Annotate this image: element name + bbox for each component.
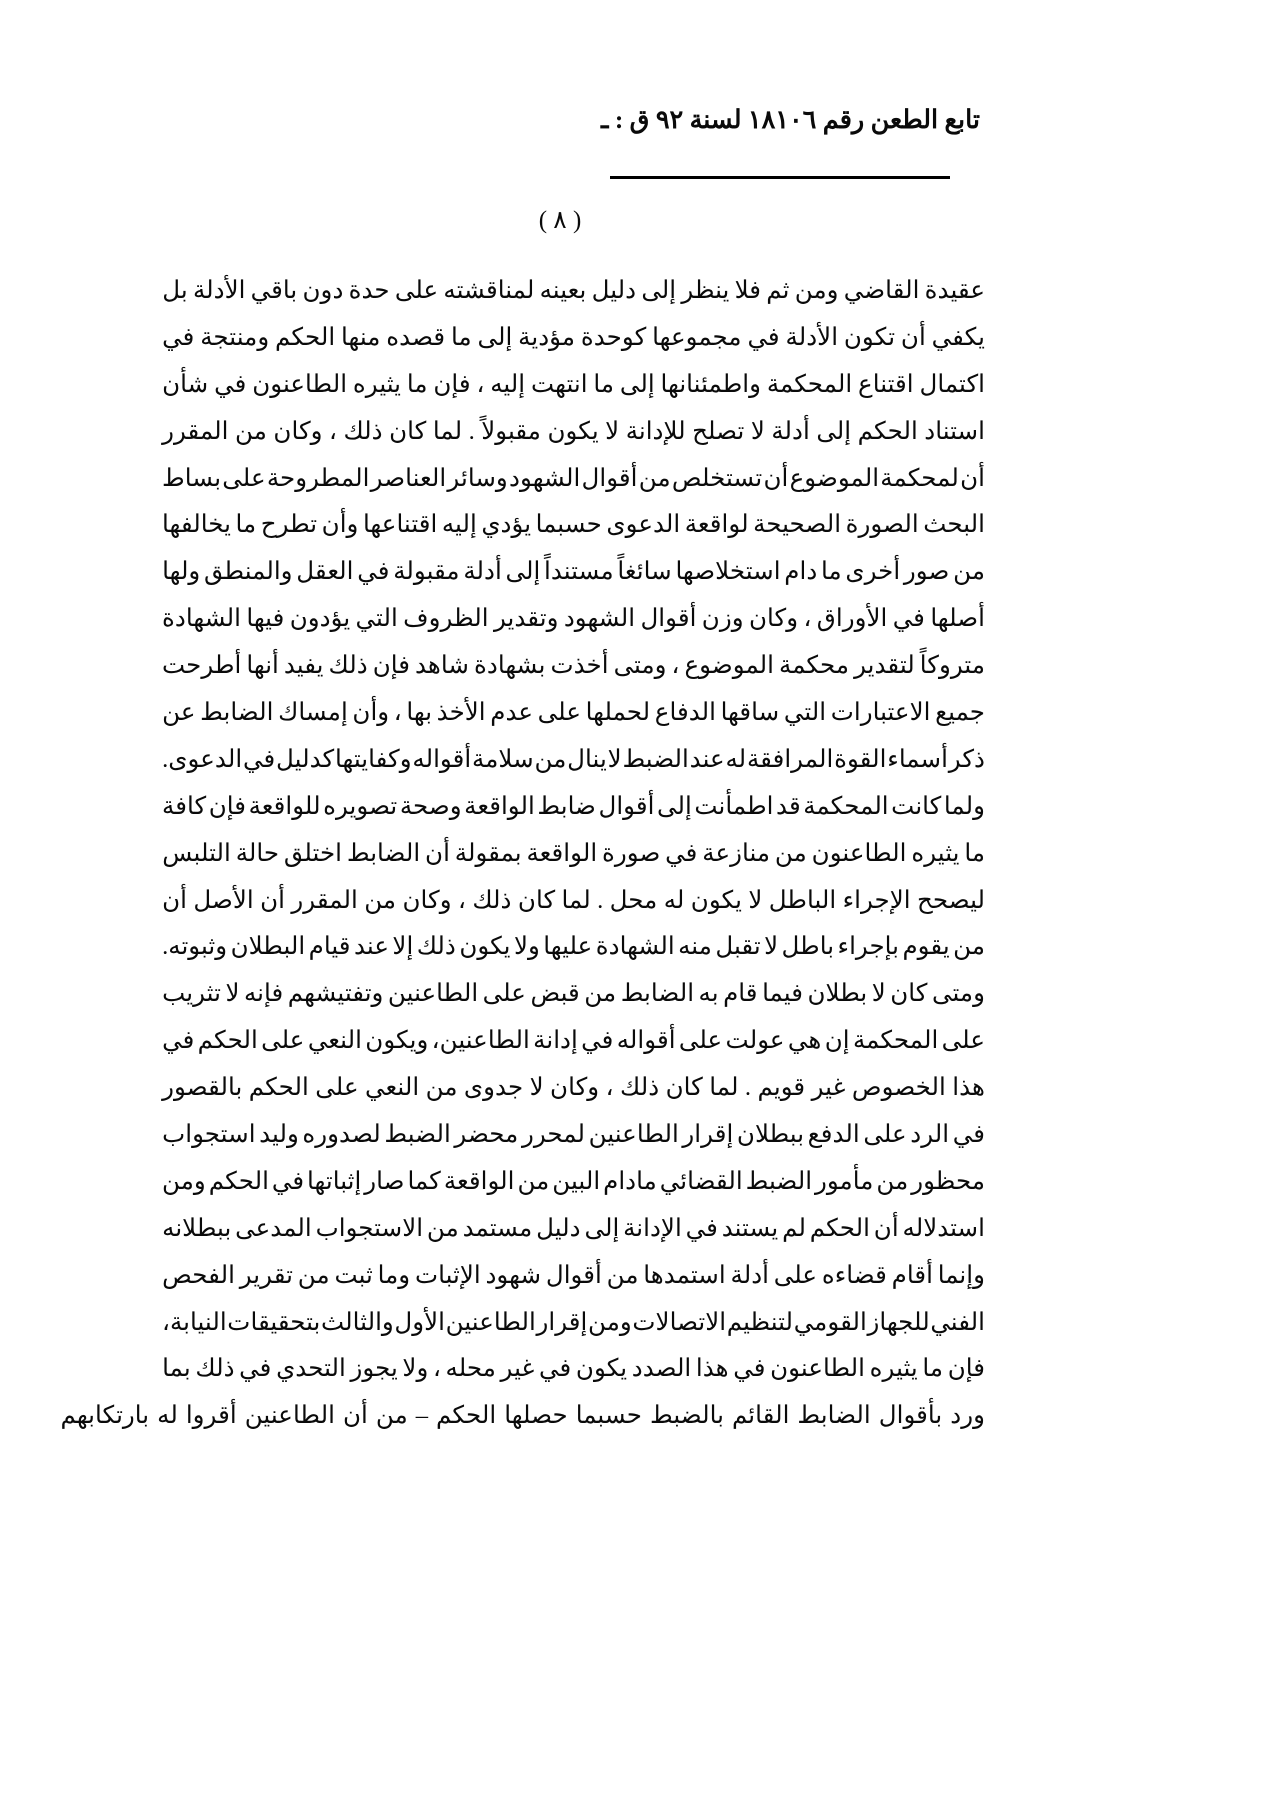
body-line: في الرد على الدفع ببطلان إقرار الطاعنين لمحرر محضر الضبط لصدوره وليد استجواب [162,1121,985,1149]
body-line: ومتى كان لا بطلان فيما قام به الضابط من قبض على الطاعنين وتفتيشهم فإنه لا تثريب [162,980,985,1008]
body-line: ولما كانت المحكمة قد اطمأنت إلى أقوال ضابط الواقعة وصحة تصويره للواقعة فإن كافة [162,792,985,820]
body-line: أن لمحكمة الموضوع أن تستخلص من أقوال الشهود وسائر العناصر المطروحة على بساط [162,464,985,492]
page-number: ( ٨ ) [538,207,582,234]
body-line: فإن ما يثيره الطاعنون في هذا الصدد يكون في غير محله ، ولا يجوز التحدي في ذلك بما [162,1355,985,1383]
body-line: عقيدة القاضي ومن ثم فلا ينظر إلى دليل بعينه لمناقشته على حدة دون باقي الأدلة بل [162,277,985,304]
body-line: ليصحح الإجراء الباطل لا يكون له محل . لما كان ذلك ، وكان من المقرر أن الأصل أن [162,886,985,914]
body-line: متروكاً لتقدير محكمة الموضوع ، ومتى أخذت بشهادة شاهد فإن ذلك يفيد أنها أطرحت [162,652,985,680]
body-line: ورد بأقوال الضابط القائم بالضبط حسبما حصلها الحكم – من أن الطاعنين أقروا له بارتكابهم [60,1402,985,1430]
body-line: وإنما أقام قضاءه على أدلة استمدها من أقوال شهود الإثبات وما ثبت من تقرير الفحص [162,1261,985,1289]
body-line: هذا الخصوص غير قويم . لما كان ذلك ، وكان لا جدوى من النعي على الحكم بالقصور [162,1074,985,1102]
body-text [60,268,985,1440]
body-line: استدلاله أن الحكم لم يستند في الإدانة إلى دليل مستمد من الاستجواب المدعى ببطلانه [162,1214,985,1242]
body-line: استناد الحكم إلى أدلة لا تصلح للإدانة لا يكون مقبولاً . لما كان ذلك ، وكان من المقرر [162,417,985,445]
body-line: البحث الصورة الصحيحة لواقعة الدعوى حسبما يؤدي إليه اقتناعها وأن تطرح ما يخالفها [162,511,985,539]
body-line: أصلها في الأوراق ، وكان وزن أقوال الشهود وتقدير الظروف التي يؤدون فيها الشهادة [162,605,985,633]
appeal-reference-line: تابع الطعن رقم ١٨١٠٦ لسنة ٩٢ ق : ـ [600,105,980,134]
document-header [280,104,980,136]
body-line: ما يثيره الطاعنون من منازعة في صورة الواقعة بمقولة أن الضابط اختلق حالة التلبس [162,839,985,867]
body-line: اكتمال اقتناع المحكمة واطمئنانها إلى ما انتهت إليه ، فإن ما يثيره الطاعنون في شأن [162,370,985,398]
header-divider-rule [610,176,950,179]
body-line: جميع الاعتبارات التي ساقها الدفاع لحملها على عدم الأخذ بها ، وأن إمساك الضابط عن [162,699,985,727]
body-line: من صور أخرى ما دام استخلاصها سائغاً مستنداً إلى أدلة مقبولة في العقل والمنطق ولها [162,558,985,586]
body-line: الفني للجهاز القومي لتنظيم الاتصالات ومن إقرار الطاعنين الأول والثالث بتحقيقات النيابة، [162,1308,985,1336]
body-line: يكفي أن تكون الأدلة في مجموعها كوحدة مؤدية إلى ما قصده منها الحكم ومنتجة في [162,323,985,351]
body-paragraph [60,268,985,1440]
body-line: ذكر أسماء القوة المرافقة له عند الضبط لا ينال من سلامة أقواله وكفايتها كدليل في الدعوى. [162,745,985,773]
body-line: من يقوم بإجراء باطل لا تقبل منه الشهادة عليها ولا يكون ذلك إلا عند قيام البطلان وثبوته. [162,933,985,961]
body-line: محظور من مأمور الضبط القضائي مادام البين من الواقعة كما صار إثباتها في الحكم ومن [162,1167,985,1195]
body-line: على المحكمة إن هي عولت على أقواله في إدانة الطاعنين، ويكون النعي على الحكم في [162,1027,985,1055]
